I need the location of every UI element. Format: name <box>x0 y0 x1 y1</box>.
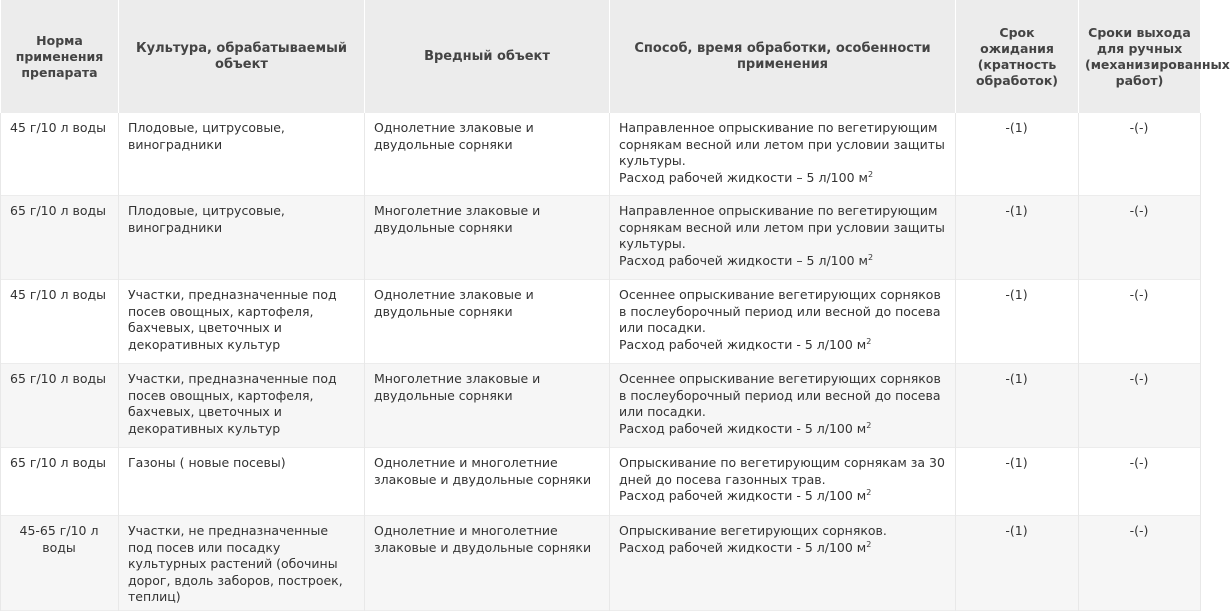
cell-exit-period: -(-) <box>1079 448 1201 516</box>
method-rate: Расход рабочей жидкости - 5 л/100 м <box>619 488 867 503</box>
header-exit-period: Сроки выхода для ручных (механизированных работ) <box>1079 0 1201 113</box>
cell-method <box>610 113 956 196</box>
method-rate-sup: 2 <box>866 336 872 346</box>
method-description: Опрыскивание вегетирующих сорняков. <box>619 523 887 538</box>
method-rate-sup: 2 <box>866 539 872 549</box>
cell-crop: Участки, не предназначенные под посев или посадку культурных растений (обочины дорог, вдоль заборов, построек, теплиц) <box>119 516 365 611</box>
cell-wait-period: -(1) <box>956 113 1079 196</box>
method-description: Опрыскивание по вегетирующим сорнякам за 30 дней до посева газонных трав. <box>619 455 945 487</box>
method-rate: Расход рабочей жидкости - 5 л/100 м <box>619 336 867 352</box>
method-description: Направленное опрыскивание по вегетирующим сорнякам весной или летом при условии защиты культуры. <box>619 120 945 168</box>
table-row <box>1 448 1201 516</box>
cell-exit-period: -(-) <box>1079 364 1201 448</box>
table-row <box>1 516 1201 611</box>
header-dose: Норма применения препарата <box>1 0 119 113</box>
method-description: Осеннее опрыскивание вегетирующих сорняков в послеуборочный период или весной до посева или посадки. <box>619 287 941 335</box>
cell-method <box>610 516 956 611</box>
cell-dose: 65 г/10 л воды <box>1 196 119 280</box>
cell-exit-period: -(-) <box>1079 516 1201 611</box>
cell-pest: Однолетние злаковые и двудольные сорняки <box>365 280 610 364</box>
method-rate: Расход рабочей жидкости – 5 л/100 м <box>619 169 868 185</box>
table-header-row <box>1 0 1201 113</box>
table-row <box>1 280 1201 364</box>
cell-method <box>610 280 956 364</box>
method-rate-sup: 2 <box>867 252 874 262</box>
cell-exit-period: -(-) <box>1079 196 1201 280</box>
cell-method <box>610 448 956 516</box>
cell-dose: 45-65 г/10 л воды <box>1 516 119 611</box>
method-rate: Расход рабочей жидкости – 5 л/100 м <box>619 252 868 268</box>
cell-wait-period: -(1) <box>956 448 1079 516</box>
method-rate-sup: 2 <box>866 488 872 497</box>
cell-crop: Участки, предназначенные под посев овощных, картофеля, бахчевых, цветочных и декоративных культур <box>119 280 365 364</box>
header-crop: Культура, обрабатываемый объект <box>119 0 365 113</box>
cell-crop: Плодовые, цитрусовые, виноградники <box>119 196 365 280</box>
cell-pest: Однолетние и многолетние злаковые и двудольные сорняки <box>365 448 610 516</box>
cell-dose: 45 г/10 л воды <box>1 113 119 196</box>
cell-method <box>610 196 956 280</box>
cell-dose: 45 г/10 л воды <box>1 280 119 364</box>
header-pest: Вредный объект <box>365 0 610 113</box>
table-row <box>1 113 1201 196</box>
cell-crop: Газоны ( новые посевы) <box>119 448 365 516</box>
method-description: Направленное опрыскивание по вегетирующим сорнякам весной или летом при условии защиты культуры. <box>619 203 945 251</box>
cell-method <box>610 364 956 448</box>
cell-pest: Однолетние и многолетние злаковые и двудольные сорняки <box>365 516 610 611</box>
cell-wait-period: -(1) <box>956 516 1079 611</box>
table-row <box>1 364 1201 448</box>
cell-pest: Многолетние злаковые и двудольные сорняки <box>365 364 610 448</box>
method-rate: Расход рабочей жидкости - 5 л/100 м <box>619 539 867 555</box>
cell-wait-period: -(1) <box>956 364 1079 448</box>
cell-crop: Участки, предназначенные под посев овощных, картофеля, бахчевых, цветочных и декоративных культур <box>119 364 365 448</box>
cell-pest: Однолетние злаковые и двудольные сорняки <box>365 113 610 196</box>
method-rate-sup: 2 <box>867 169 874 179</box>
cell-wait-period: -(1) <box>956 280 1079 364</box>
method-rate-sup: 2 <box>866 420 872 430</box>
table-row <box>1 196 1201 280</box>
cell-wait-period: -(1) <box>956 196 1079 280</box>
method-description: Осеннее опрыскивание вегетирующих сорняков в послеуборочный период или весной до посева или посадки. <box>619 371 941 419</box>
header-method: Способ, время обработки, особенности применения <box>610 0 956 113</box>
header-wait-period: Срок ожидания (кратность обработок) <box>956 0 1079 113</box>
cell-exit-period: -(-) <box>1079 113 1201 196</box>
cell-pest: Многолетние злаковые и двудольные сорняки <box>365 196 610 280</box>
cell-dose: 65 г/10 л воды <box>1 448 119 516</box>
cell-dose: 65 г/10 л воды <box>1 364 119 448</box>
cell-crop: Плодовые, цитрусовые, виноградники <box>119 113 365 196</box>
method-rate: Расход рабочей жидкости - 5 л/100 м <box>619 420 867 436</box>
cell-exit-period: -(-) <box>1079 280 1201 364</box>
